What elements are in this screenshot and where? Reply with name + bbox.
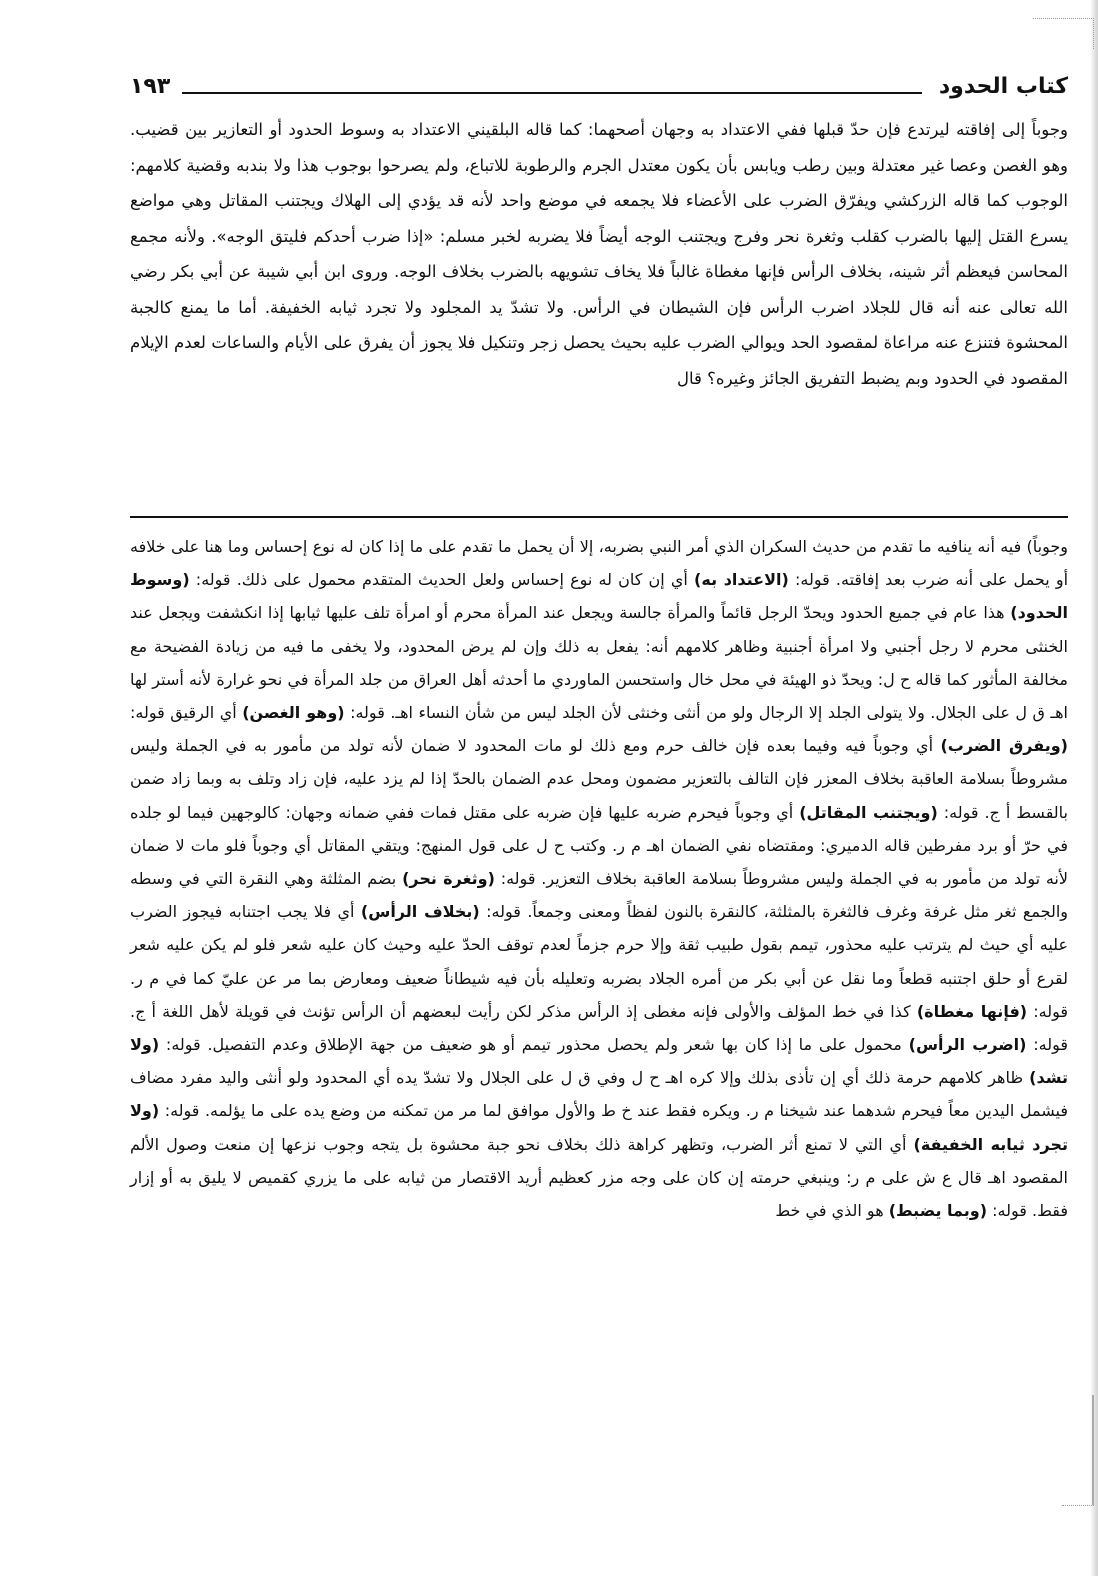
commentary-text: ظاهر كلامهم حرمة ذلك أي إن تأذى بذلك وإلا كره اهـ ح ل وفي ق ل على الجلال ولا تشدّ يده أي المحدود ولو أنثى واليد مفرد مضاف فيشمل اليدين معاً فيحرم شدهما عند شيخنا م ر. ويكره فقط عند خ ط والأول موافق لما مر من تمكنه من وضع يده على ما يؤلمه. قوله: — [130, 1068, 1068, 1121]
commentary-divider — [130, 516, 1068, 518]
quoted-lemma: (ويفرق الضرب) — [940, 736, 1068, 756]
quoted-lemma: (وهو الغصن) — [242, 703, 345, 723]
commentary-text: أي إن كان له نوع إحساس ولعل الحديث المتقدم محمول على ذلك. قوله: — [189, 570, 695, 590]
quoted-lemma: (بخلاف الرأس) — [360, 902, 480, 922]
commentary-text: أي فلا يجب اجتنابه فيجوز الضرب عليه أي حيث لم يترتب عليه محذور، تيمم بقول طبيب ثقة وإلا حرم جزماً لعدم توقف الحدّ عليه وحيث كان عليه شعر فلو لم يكن عليه شعر لقرع أو حلق اجتنبه قطعاً وما نقل عن أبي بكر من أمره الجلاد بضربه وتعليله بأن فيه شيطاناً ضعيف ومعارض بما مر عن عليّ كما في م ر. قوله: — [130, 902, 1069, 1021]
commentary-block — [130, 530, 1068, 1227]
running-title: كتاب الحدود — [938, 74, 1068, 99]
scan-edge-shadow — [1090, 0, 1098, 1576]
commentary-text: أي وجوباً فيحرم ضربه عليها فإن ضربه على مقتل فمات ففي ضمانه وجهان: كالوجهين فيما لو جلده في حرّ أو برد مفرطين قاله الدميري: ومقتضاه نفي الضمان اهـ م ر. وكتب ح ل على قول المنهج: ويتقي المقاتل أي وجوباً فلو مات لا ضمان لأنه تولد من مأمور به في الجملة وليس مشروطاً بسلامة العاقبة بخلاف التعزير. قوله: — [130, 802, 1069, 889]
commentary-paragraph — [130, 530, 1068, 1227]
commentary-text: أي وجوباً فيه وفيما بعده فإن خالف حرم ومع ذلك لو مات المحدود لا ضمان لأنه تولد من مأمور به في الجملة وليس مشروطاً بسلامة العاقبة بخلاف المعزر فإن التالف بالتعزير مضمون ومحل عدم الضمان بالحدّ إذا لم يزد عليه، فإن زاد وتلف به وبما زاد ضمن بالقسط أ ج. قوله: — [130, 736, 1068, 822]
quoted-lemma: (وثغرة نحر) — [402, 869, 495, 889]
commentary-text: هو الذي في خط — [775, 1201, 889, 1221]
page-header — [130, 72, 1068, 106]
quoted-lemma: (ولا تجرد ثيابه الخفيفة) — [130, 1101, 1069, 1154]
commentary-text: محمول على ما إذا كان بها شعر ولم يحصل محذور تيمم أو هو ضعيف من جهة الإطلاق وعدم التفصيل. قوله: — [159, 1035, 909, 1055]
scan-corner-mark — [1033, 18, 1094, 49]
quoted-lemma: (وبما يضبط) — [888, 1201, 988, 1221]
commentary-text: أي التي لا تمنع أثر الضرب، وتظهر كراهة ذلك بخلاف نحو جبة محشوة بل يتجه وجوب نزعها إن منعت وصول الألم المقصود اهـ قال ع ش على م ر: وينبغي حرمته إن كان على وجه مزر كعظيم أريد الاقتصار من ثيابه على ما يزري كقميص لا يليق به أو إزار فقط. قوله: — [130, 1134, 1068, 1221]
commentary-text: أي الرقيق قوله: — [130, 703, 243, 723]
main-paragraph: وجوباً إلى إفاقته ليرتدع فإن حدّ قبلها ففي الاعتداد به وجهان أصحهما: كما قاله البلقيني الاعتداد به وسوط الحدود أو التعازير بين قضيب. وهو الغصن وعصا غير معتدلة وبين رطب ويابس بأن يكون معتدل الجرم والرطوبة للاتباع، ولم يصرحوا بوجوب هذا ولا بندبه وقضية كلامهم: الوجوب كما قاله الزركشي ويفرّق الضرب على الأعضاء فلا يجمعه في موضع واحد لأنه قد يؤدي إلى الهلاك ويجتنب المقاتل وهي مواضع يسرع القتل إليها بالضرب كقلب وثغرة نحر وفرج ويجتنب الوجه أيضاً فلا يضربه لخبر مسلم: «إذا ضرب أحدكم فليتق الوجه». ولأنه مجمع المحاسن فيعظم أثر شينه، بخلاف الرأس فإنها مغطاة غالباً فلا يخاف تشويهه بالضرب بخلاف الوجه. وروى ابن أبي شيبة عن أبي بكر رضي الله تعالى عنه أنه قال للجلاد اضرب الرأس فإن الشيطان في الرأس. ولا تشدّ يد المجلود ولا تجرد ثيابه الخفيفة. أما ما يمنع كالجبة المحشوة فتنزع عنه مراعاة لمقصود الحد ويوالي الضرب عليه بحيث يحصل زجر وتنكيل فلا يجوز أن يفرق على الأيام والساعات لعدم الإيلام المقصود في الحدود وبم يضبط التفريق الجائز وغيره؟ قال — [130, 120, 1068, 388]
quoted-lemma: (ويجتنب المقاتل) — [799, 802, 938, 822]
quoted-lemma: (الاعتداد به) — [694, 570, 789, 590]
commentary-text: وجوباً) فيه أنه ينافيه ما تقدم من حديث السكران الذي أمر النبي بضربه، إلا أن يحمل ما تقدم على ما إذا كان له نوع إحساس وما هنا على خلافه أو يحمل على أنه ضرب بعد إفاقته. قوله: — [130, 537, 1069, 590]
quoted-lemma: (وسوط الحدود) — [130, 570, 1068, 623]
commentary-text: هذا عام في جميع الحدود ويحدّ الرجل قائماً والمرأة جالسة ويجعل عند المرأة محرم أو امرأة تلف عليها ثيابها إذا انكشفت ويجعل عند الخنثى محرم لا رجل أجنبي ولا امرأة أجنبية وظاهر كلامهم أنه: يفعل به ذلك وإن لم يرض المحدود، ولا يخفى ما فيه من زيادة الفضيحة مع مخالفة المأثور كما قاله ح ل: ويحدّ ذو الهيئة في محل خال واستحسن الماوردي ما أحدثه أهل العراق من جلد المرأة في نحو غرارة لأنه أستر لها اهـ ق ل على الجلال. ولا يتولى الجلد إلا الرجال ولو من أنثى وخنثى لأن الجلد ليس من شأن النساء اهـ. قوله: — [130, 603, 1069, 723]
commentary-text: بضم المثلثة وهي النقرة التي في وسطه والجمع ثغر مثل غرفة وغرف فالثغرة بالمثلثة، كالنقرة بالنون لفظاً ومعنى وجمعاً. قوله: — [130, 869, 1068, 922]
quoted-lemma: (اضرب الرأس) — [908, 1035, 1027, 1055]
scan-bottom-mark — [1062, 1395, 1094, 1506]
header-rule — [182, 92, 922, 94]
quoted-lemma: (ولا تشد) — [130, 1035, 1068, 1088]
commentary-text: كذا في خط المؤلف والأولى فإنه مغطى إذ الرأس مذكر لكن رأيت لبعضهم أن الرأس تؤنث في قويلة لأهل اللغة أ ج. قوله: — [130, 1001, 1069, 1055]
quoted-lemma: (فإنها مغطاة) — [916, 1001, 1028, 1021]
page-number: ١٩٣ — [130, 74, 171, 99]
main-text-block — [130, 112, 1068, 396]
